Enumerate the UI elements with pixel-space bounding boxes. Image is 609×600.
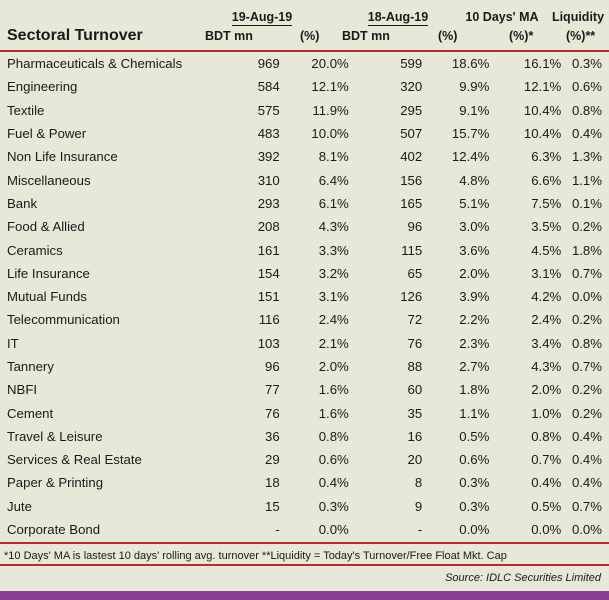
cell-pct2: 2.2% [459,312,490,328]
cell-pct2: 2.0% [459,265,490,281]
cell-pct1: 2.0% [318,359,349,374]
cell-bdt1: 18 [265,475,280,491]
cell-bdt1: 151 [257,289,280,305]
cell-liq: 0.3% [571,56,602,72]
cell-bdt1: 76 [265,405,280,421]
cell-bdt2: 16 [407,428,423,444]
cell-pct2: 1.8% [459,382,490,398]
cell-sector: Cement [7,405,54,421]
cell-sector: Mutual Funds [7,289,87,305]
footnote: *10 Days' MA is lastest 10 days' rolling avg. turnover **Liquidity = Today's Turnover/Free Float Mkt. Cap [0,542,609,566]
cell-ma: 2.4% [531,312,562,328]
cell-bdt1: 208 [257,219,280,235]
cell-sector: Non Life Insurance [7,149,118,165]
cell-sector: Services & Real Estate [7,452,142,468]
cell-sector: Life Insurance [7,265,90,281]
cell-ma: 0.0% [531,522,562,538]
source-note: Source: IDLC Securities Limited [445,572,601,584]
cell-bdt2: 115 [401,242,423,258]
cell-pct2: 4.8% [459,172,490,188]
cell-liq: 1.8% [571,242,602,258]
cell-bdt1: 154 [257,265,280,281]
table-row [0,75,609,98]
sector-table [0,52,609,541]
cell-sector: Tannery [7,359,54,374]
cell-bdt1: 161 [257,242,280,258]
page-title: Sectoral Turnover [7,27,143,44]
cell-bdt2: 76 [407,335,423,351]
cell-sector: Ceramics [7,242,63,258]
cell-ma: 16.1% [523,56,562,72]
cell-bdt2: 320 [400,79,423,95]
cell-pct2: 3.9% [459,289,490,305]
cell-ma: 4.2% [531,289,562,305]
cell-pct1: 0.0% [318,522,349,538]
cell-bdt1: 36 [265,428,280,444]
cell-bdt1: 15 [265,498,280,514]
cell-bdt1: - [275,522,280,538]
cell-sector: Travel & Leisure [7,428,103,444]
cell-bdt2: 20 [407,452,423,468]
table-row [0,238,609,261]
table-row [0,52,609,75]
table-row [0,378,609,401]
table-row [0,168,609,191]
table-row [0,215,609,238]
cell-bdt1: 969 [257,56,280,72]
cell-liq: 0.7% [571,498,602,514]
cell-pct1: 8.1% [318,149,349,165]
cell-pct2: 3.0% [459,219,490,235]
cell-liq: 0.4% [571,475,602,491]
bottom-bar [0,591,609,600]
cell-pct1: 4.3% [318,219,349,235]
table-row [0,471,609,494]
cell-pct2: 0.3% [459,475,490,491]
cell-bdt1: 310 [257,172,280,188]
bdt-mn-header-1: BDT mn [205,29,253,43]
cell-sector: Food & Allied [7,219,85,235]
table-row [0,122,609,145]
cell-liq: 0.8% [571,102,602,118]
cell-pct1: 0.6% [318,452,349,468]
cell-ma: 7.5% [531,195,562,211]
cell-liq: 0.4% [571,126,602,142]
cell-pct2: 0.5% [459,428,490,444]
cell-sector: Jute [7,498,32,514]
cell-sector: Corporate Bond [7,522,101,538]
cell-sector: Engineering [7,79,78,95]
cell-ma: 10.4% [523,102,562,118]
table-row [0,99,609,122]
table-row [0,262,609,285]
cell-liq: 1.1% [571,172,602,188]
cell-ma: 1.0% [531,405,562,421]
cell-pct2: 0.6% [459,452,490,468]
cell-bdt1: 29 [265,452,280,468]
ma-pct-header: (%)* [509,29,534,43]
cell-ma: 3.1% [531,265,562,281]
cell-ma: 10.4% [523,126,562,142]
ma-header: 10 Days' MA [465,10,539,24]
cell-pct1: 11.9% [312,102,349,118]
cell-bdt2: 8 [414,475,423,491]
cell-sector: Bank [7,195,38,211]
cell-sector: NBFI [7,382,38,398]
cell-pct1: 6.1% [318,195,349,211]
cell-sector: IT [7,335,19,351]
cell-bdt1: 116 [258,312,280,328]
cell-pct1: 6.4% [318,172,349,188]
cell-bdt2: 599 [400,56,423,72]
table-header [0,0,609,52]
cell-ma: 4.5% [531,242,562,258]
cell-liq: 0.4% [571,428,602,444]
date-18-aug-header: 18-Aug-19 [367,10,429,24]
cell-bdt2: 60 [407,382,423,398]
cell-pct2: 15.7% [451,126,490,142]
cell-bdt2: 507 [400,126,423,142]
cell-liq: 0.4% [571,452,602,468]
cell-bdt1: 575 [257,102,280,118]
cell-sector: Textile [7,102,45,118]
cell-bdt2: 9 [414,498,423,514]
cell-liq: 0.8% [571,335,602,351]
table-row [0,448,609,471]
cell-pct1: 0.3% [318,498,349,514]
cell-ma: 0.7% [531,452,562,468]
cell-pct2: 5.1% [459,195,490,211]
cell-liq: 0.0% [571,522,602,538]
cell-pct1: 1.6% [318,382,349,398]
cell-liq: 0.0% [571,289,602,305]
cell-bdt1: 103 [257,335,280,351]
cell-liq: 0.7% [571,265,602,281]
cell-bdt2: 96 [407,219,423,235]
cell-pct2: 3.6% [459,242,490,258]
cell-pct2: 0.3% [459,498,490,514]
table-row [0,355,609,378]
cell-ma: 2.0% [531,382,562,398]
cell-bdt2: 402 [400,149,423,165]
table-row [0,425,609,448]
cell-pct1: 10.0% [311,126,349,142]
cell-pct1: 3.3% [318,242,349,258]
table-row [0,285,609,308]
liq-pct-header: (%)** [566,29,596,43]
cell-ma: 4.3% [531,359,562,374]
cell-bdt2: 72 [407,312,423,328]
table-row [0,308,609,331]
cell-pct1: 20.0% [311,56,349,72]
cell-bdt1: 96 [265,359,280,374]
cell-pct1: 2.1% [318,335,349,351]
table-row [0,332,609,355]
table-row [0,145,609,168]
cell-ma: 0.5% [531,498,562,514]
cell-pct2: 9.9% [459,79,490,95]
cell-liq: 0.7% [571,359,602,374]
cell-ma: 6.3% [531,149,562,165]
cell-liq: 0.6% [571,79,602,95]
cell-pct2: 1.1% [459,405,490,421]
cell-pct1: 0.4% [318,475,349,491]
cell-sector: Fuel & Power [7,126,87,142]
cell-pct1: 3.2% [318,265,349,281]
cell-liq: 1.3% [571,149,602,165]
cell-pct1: 3.1% [318,289,349,305]
cell-bdt2: 126 [400,289,423,305]
cell-pct1: 2.4% [318,312,349,328]
cell-pct2: 2.7% [459,359,490,374]
cell-bdt2: 156 [400,172,423,188]
cell-pct2: 0.0% [459,522,490,538]
cell-pct1: 1.6% [318,405,349,421]
cell-pct1: 12.1% [311,79,349,95]
cell-sector: Pharmaceuticals & Chemicals [7,56,183,72]
cell-bdt2: 295 [400,102,423,118]
cell-liq: 0.2% [571,219,602,235]
cell-bdt1: 392 [257,149,280,165]
cell-ma: 0.8% [531,428,562,444]
cell-pct2: 9.1% [459,102,490,118]
cell-pct2: 12.4% [451,149,490,165]
table-row [0,518,609,541]
pct-header-1: (%) [300,29,320,43]
cell-ma: 0.4% [531,475,562,491]
cell-ma: 3.4% [531,335,562,351]
cell-liq: 0.2% [571,382,602,398]
cell-sector: Paper & Printing [7,475,104,491]
cell-pct1: 0.8% [318,428,349,444]
table-row [0,192,609,215]
cell-liq: 0.2% [571,405,602,421]
cell-bdt1: 483 [257,126,280,142]
cell-liq: 0.2% [571,312,602,328]
cell-pct2: 2.3% [459,335,490,351]
table-row [0,401,609,424]
cell-bdt2: 35 [407,405,423,421]
cell-pct2: 18.6% [451,56,490,72]
cell-bdt2: 65 [407,265,423,281]
date-19-aug-header: 19-Aug-19 [231,10,293,24]
liquidity-header: Liquidity [551,10,605,24]
cell-ma: 12.1% [523,79,562,95]
cell-sector: Miscellaneous [7,172,91,188]
cell-bdt2: 165 [400,195,423,211]
pct-header-2: (%) [438,29,458,43]
cell-bdt1: 584 [257,79,280,95]
cell-bdt1: 293 [257,195,280,211]
bdt-mn-header-2: BDT mn [342,29,390,43]
cell-bdt1: 77 [265,382,280,398]
cell-liq: 0.1% [571,195,602,211]
cell-ma: 6.6% [531,172,562,188]
cell-sector: Telecommunication [7,312,120,328]
cell-bdt2: - [417,522,423,538]
cell-bdt2: 88 [407,359,423,374]
table-row [0,495,609,518]
cell-ma: 3.5% [531,219,562,235]
